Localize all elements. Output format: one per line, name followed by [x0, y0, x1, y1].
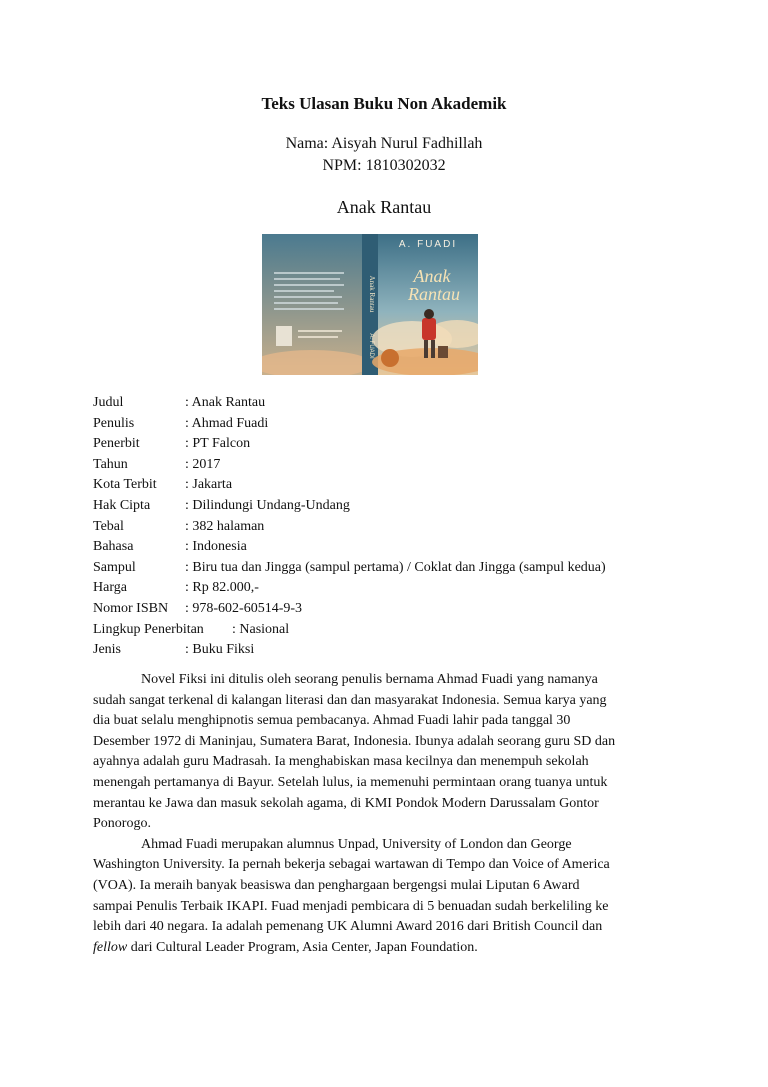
book-heading: Anak Rantau — [336, 197, 432, 217]
info-label: Tahun — [93, 456, 128, 472]
student-npm: NPM: 1810302032 — [322, 157, 446, 174]
info-value: : Jakarta — [185, 477, 233, 493]
info-value: : Biru tua dan Jingga (sampul pertama) / Coklat dan Jingga (sampul kedua) — [185, 559, 606, 575]
paragraph-line: Desember 1972 di Maninjau, Sumatera Barat, Indonesia. Ibunya adalah seorang guru SD dan — [93, 733, 616, 749]
spine-title-text: Anak Rantau — [368, 275, 376, 313]
spine-author-text: A. FUADI — [368, 333, 374, 359]
info-value: : PT Falcon — [185, 436, 251, 452]
info-label: Kota Terbit — [93, 477, 157, 493]
info-value: : Indonesia — [185, 539, 247, 555]
cover-title-line1: Anak — [413, 266, 451, 286]
document-title: Teks Ulasan Buku Non Akademik — [261, 94, 507, 113]
info-value: : 978-602-60514-9-3 — [185, 600, 303, 616]
info-label: Harga — [93, 580, 127, 596]
line-rest: dari Cultural Leader Program, Asia Center, Japan Foundation. — [127, 939, 478, 955]
review-body — [93, 670, 675, 958]
paragraph-line: menengah pertamanya di Bayur. Setelah lulus, ia memenuhi permintaan orang tuanya untuk — [93, 774, 608, 790]
info-label: Jenis — [93, 642, 121, 658]
paragraph-2 — [93, 835, 675, 959]
paragraph-line: Ponorogo. — [93, 816, 151, 832]
info-value: : 2017 — [185, 456, 221, 472]
info-label: Bahasa — [93, 539, 134, 555]
cover-title-line2: Rantau — [408, 284, 460, 304]
paragraph-line: sudah sangat terkenal di kalangan literasi dan dan masyarakat Indonesia. Semua karya yang — [93, 692, 607, 708]
paragraph-line: merantau ke Jawa dan masuk sekolah agama, di KMI Pondok Modern Darussalam Gontor — [93, 795, 599, 811]
info-label: Nomor ISBN — [93, 600, 169, 616]
info-value: : 382 halaman — [185, 518, 265, 534]
info-label: Lingkup Penerbitan — [93, 621, 204, 637]
info-value: : Rp 82.000,- — [185, 580, 259, 596]
info-value: : Nasional — [232, 621, 290, 637]
info-label: Tebal — [93, 518, 124, 534]
paragraph-line: sampai Penulis Terbaik IKAPI. Fuad menjadi pembicara di 5 benuadan sudah berkeliling ke — [93, 898, 609, 914]
paragraph-line: dia buat selalu menghipnotis semua pembacanya. Ahmad Fuadi lahir pada tanggal 30 — [93, 713, 571, 729]
paragraph-line: Ahmad Fuadi merupakan alumnus Unpad, University of London dan George — [141, 836, 572, 852]
paragraph-line: Washington University. Ia pernah bekerja sebagai wartawan di Tempo dan Voice of America — [93, 857, 610, 873]
paragraph-line: ayahnya adalah guru Madrasah. Ia menghabiskan masa kecilnya dan menempuh sekolah — [93, 754, 589, 770]
info-value: : Dilindungi Undang-Undang — [185, 497, 350, 513]
info-label: Hak Cipta — [93, 497, 151, 513]
info-label: Penulis — [93, 415, 135, 431]
info-label: Penerbit — [93, 436, 140, 452]
paragraph-line: Novel Fiksi ini ditulis oleh seorang penulis bernama Ahmad Fuadi yang namanya — [141, 672, 598, 687]
info-value: : Anak Rantau — [185, 395, 266, 410]
info-label: Judul — [93, 395, 124, 410]
book-cover-image — [262, 234, 478, 375]
info-value: : Ahmad Fuadi — [185, 415, 269, 431]
paragraph-line-last — [93, 938, 675, 959]
paragraph-line: lebih dari 40 negara. Ia adalah pemenang UK Alumni Award 2016 dari British Council dan — [93, 919, 603, 935]
paragraph-1 — [93, 670, 675, 835]
student-name: Nama: Aisyah Nurul Fadhillah — [285, 135, 483, 152]
italic-word: fellow — [93, 939, 128, 955]
info-value: : Buku Fiksi — [185, 642, 255, 658]
cover-author-text: A. FUADI — [398, 239, 458, 250]
info-label: Sampul — [93, 559, 136, 575]
paragraph-line: (VOA). Ia meraih banyak beasiswa dan penghargaan bergengsi mulai Liputan 6 Award — [93, 877, 580, 893]
